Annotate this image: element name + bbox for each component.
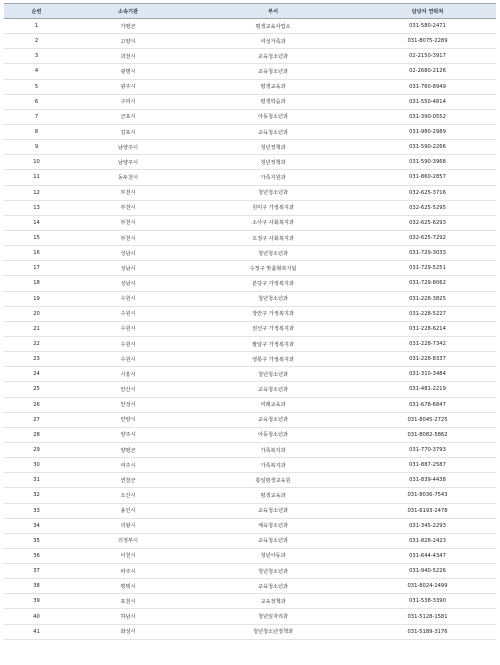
table-row [4,170,496,185]
cell-department: 교육청소년과 [187,49,359,64]
table-row [4,609,496,624]
table-row [4,155,496,170]
cell-organization: 안산시 [69,382,187,397]
table-row [4,246,496,261]
cell-organization: 수원시 [69,306,187,321]
cell-organization: 파주시 [69,564,187,579]
cell-department: 장안구 가정복지과 [187,306,359,321]
cell-number: 29 [4,442,69,457]
cell-department: 소사구 사회복지과 [187,215,359,230]
cell-contact: 031-940-5226 [359,564,496,579]
cell-contact: 031-887-2587 [359,458,496,473]
cell-department: 수정구 맞춤형복지팀 [187,261,359,276]
cell-contact: 031-8045-2725 [359,412,496,427]
cell-contact: 02-2150-3917 [359,49,496,64]
table-row [4,64,496,79]
cell-contact: 031-860-2857 [359,170,496,185]
cell-organization: 성남시 [69,276,187,291]
cell-number: 23 [4,352,69,367]
cell-contact: 031-729-5251 [359,261,496,276]
cell-contact: 032-625-7292 [359,230,496,245]
table-header [4,4,496,19]
cell-organization: 하남시 [69,609,187,624]
cell-organization: 남양주시 [69,155,187,170]
cell-contact: 031-644-4347 [359,548,496,563]
cell-organization: 의정부시 [69,533,187,548]
table-row [4,442,496,457]
cell-contact: 031-345-2293 [359,518,496,533]
cell-department: 체육청소년과 [187,518,359,533]
cell-organization: 안양시 [69,412,187,427]
cell-department: 청년정책과 [187,155,359,170]
table-row [4,564,496,579]
cell-organization: 광명시 [69,64,187,79]
cell-number: 4 [4,64,69,79]
table-row [4,518,496,533]
cell-number: 18 [4,276,69,291]
cell-department: 청년청소년과 [187,185,359,200]
cell-contact: 031-839-4438 [359,473,496,488]
table-row [4,594,496,609]
cell-number: 15 [4,230,69,245]
table-row [4,34,496,49]
cell-department: 가족지원과 [187,170,359,185]
cell-number: 19 [4,291,69,306]
cell-contact: 032-625-6293 [359,215,496,230]
cell-organization: 부천시 [69,215,187,230]
table-row [4,367,496,382]
cell-department: 아동청소년과 [187,109,359,124]
cell-organization: 수원시 [69,291,187,306]
cell-number: 13 [4,200,69,215]
cell-number: 30 [4,458,69,473]
table-row [4,109,496,124]
cell-number: 10 [4,155,69,170]
cell-contact: 031-590-3968 [359,155,496,170]
cell-number: 3 [4,49,69,64]
cell-number: 11 [4,170,69,185]
cell-number: 2 [4,34,69,49]
table-row [4,427,496,442]
cell-number: 14 [4,215,69,230]
cell-organization: 수원시 [69,336,187,351]
cell-contact: 031-590-2266 [359,140,496,155]
cell-number: 12 [4,185,69,200]
cell-number: 24 [4,367,69,382]
cell-number: 8 [4,124,69,139]
cell-department: 분당구 가정복지과 [187,276,359,291]
table-row [4,94,496,109]
cell-department: 여성가족과 [187,34,359,49]
cell-number: 35 [4,533,69,548]
table-row [4,336,496,351]
cell-contact: 031-481-2219 [359,382,496,397]
cell-organization: 부천시 [69,200,187,215]
table-row [4,503,496,518]
cell-number: 5 [4,79,69,94]
table-row [4,382,496,397]
cell-department: 팔달구 가정복지과 [187,336,359,351]
table-row [4,230,496,245]
cell-department: 청년청소년과 [187,291,359,306]
cell-number: 26 [4,397,69,412]
table-body [4,19,496,640]
cell-department: 청년청소년과 [187,246,359,261]
cell-department: 영통구 가정복지과 [187,352,359,367]
cell-department: 교육청소년과 [187,533,359,548]
table-row [4,397,496,412]
cell-number: 9 [4,140,69,155]
cell-organization: 의왕시 [69,518,187,533]
cell-contact: 031-8024-2499 [359,579,496,594]
table-row [4,579,496,594]
cell-department: 교육정책과 [187,594,359,609]
cell-organization: 수원시 [69,321,187,336]
cell-contact: 031-550-4814 [359,94,496,109]
cell-organization: 성남시 [69,246,187,261]
cell-department: 평생교육과 [187,79,359,94]
cell-department: 아동청소년과 [187,427,359,442]
cell-organization: 구리시 [69,94,187,109]
cell-organization: 포천시 [69,594,187,609]
cell-organization: 성남시 [69,261,187,276]
cell-department: 가족복지과 [187,442,359,457]
cell-contact: 032-625-3716 [359,185,496,200]
cell-department: 교육청소년과 [187,412,359,427]
cell-number: 39 [4,594,69,609]
table-row [4,215,496,230]
cell-organization: 이천시 [69,548,187,563]
header-contact: 담당자 연락처 [359,4,496,19]
cell-contact: 031-678-6847 [359,397,496,412]
cell-contact: 031-729-3033 [359,246,496,261]
cell-number: 31 [4,473,69,488]
cell-organization: 오산시 [69,488,187,503]
cell-contact: 031-980-2989 [359,124,496,139]
table-row [4,458,496,473]
cell-contact: 031-228-7342 [359,336,496,351]
cell-department: 평생교육사업소 [187,19,359,34]
cell-contact: 032-625-5295 [359,200,496,215]
cell-contact: 031-770-3793 [359,442,496,457]
table-row [4,548,496,563]
cell-department: 청년아동과 [187,548,359,563]
cell-department: 교육청소년과 [187,64,359,79]
cell-organization: 여주시 [69,458,187,473]
cell-contact: 031-580-2471 [359,19,496,34]
table-row [4,624,496,639]
cell-department: 교육청소년과 [187,579,359,594]
cell-organization: 화성시 [69,624,187,639]
cell-contact: 031-729-8062 [359,276,496,291]
table-row [4,261,496,276]
cell-organization: 연천군 [69,473,187,488]
cell-number: 36 [4,548,69,563]
table-row [4,79,496,94]
cell-number: 6 [4,94,69,109]
table-row [4,124,496,139]
table-row [4,306,496,321]
cell-department: 오정구 사회복지과 [187,230,359,245]
cell-organization: 양평군 [69,442,187,457]
cell-contact: 031-228-5227 [359,306,496,321]
cell-contact: 031-6193-2478 [359,503,496,518]
cell-contact: 031-8036-7543 [359,488,496,503]
contact-table [4,3,496,640]
cell-department: 청년일자리과 [187,609,359,624]
cell-department: 평생교육과 [187,488,359,503]
cell-contact: 031-828-2423 [359,533,496,548]
cell-number: 17 [4,261,69,276]
cell-department: 평생학습과 [187,94,359,109]
table-row [4,352,496,367]
cell-number: 41 [4,624,69,639]
cell-number: 21 [4,321,69,336]
cell-organization: 광주시 [69,79,187,94]
cell-number: 32 [4,488,69,503]
cell-organization: 평택시 [69,579,187,594]
cell-number: 33 [4,503,69,518]
cell-number: 22 [4,336,69,351]
cell-number: 34 [4,518,69,533]
cell-contact: 031-8082-5862 [359,427,496,442]
table-row [4,49,496,64]
table-row [4,185,496,200]
cell-number: 28 [4,427,69,442]
cell-contact: 031-538-3390 [359,594,496,609]
cell-contact: 031-5128-1581 [359,609,496,624]
cell-department: 청년정책과 [187,140,359,155]
table-row [4,488,496,503]
cell-number: 37 [4,564,69,579]
header-number: 순번 [4,4,69,19]
table-row [4,276,496,291]
cell-number: 1 [4,19,69,34]
cell-organization: 김포시 [69,124,187,139]
cell-contact: 031-390-0552 [359,109,496,124]
cell-department: 가족복지과 [187,458,359,473]
cell-number: 25 [4,382,69,397]
cell-number: 16 [4,246,69,261]
cell-department: 교육청소년과 [187,124,359,139]
cell-organization: 과천시 [69,49,187,64]
cell-contact: 02-2680-2126 [359,64,496,79]
table-row [4,19,496,34]
cell-department: 청년청소년정책과 [187,624,359,639]
cell-department: 교육청소년과 [187,382,359,397]
cell-organization: 고양시 [69,34,187,49]
header-department: 부서 [187,4,359,19]
table-row [4,412,496,427]
cell-number: 40 [4,609,69,624]
cell-contact: 031-228-3825 [359,291,496,306]
cell-department: 통일평생교육원 [187,473,359,488]
cell-contact: 031-310-3484 [359,367,496,382]
cell-organization: 수원시 [69,352,187,367]
cell-contact: 031-5189-3176 [359,624,496,639]
table-row [4,473,496,488]
cell-contact: 031-760-8949 [359,79,496,94]
cell-organization: 남양주시 [69,140,187,155]
cell-organization: 부천시 [69,230,187,245]
table-row [4,533,496,548]
table-row [4,140,496,155]
cell-organization: 군포시 [69,109,187,124]
table-row [4,291,496,306]
cell-department: 미래교육과 [187,397,359,412]
cell-organization: 양주시 [69,427,187,442]
table-row [4,321,496,336]
cell-organization: 용인시 [69,503,187,518]
cell-number: 27 [4,412,69,427]
header-row [4,4,496,19]
cell-number: 20 [4,306,69,321]
cell-organization: 동두천시 [69,170,187,185]
cell-department: 원미구 가정복지과 [187,200,359,215]
cell-organization: 가평군 [69,19,187,34]
cell-contact: 031-228-6214 [359,321,496,336]
cell-department: 교육청소년과 [187,503,359,518]
cell-organization: 안성시 [69,397,187,412]
cell-number: 38 [4,579,69,594]
table-row [4,200,496,215]
cell-organization: 부천시 [69,185,187,200]
cell-contact: 031-228-8337 [359,352,496,367]
cell-number: 7 [4,109,69,124]
cell-department: 청년청소년과 [187,564,359,579]
header-organization: 소속기관 [69,4,187,19]
cell-department: 권선구 가정복지과 [187,321,359,336]
cell-contact: 031-8075-2289 [359,34,496,49]
cell-department: 청년청소년과 [187,367,359,382]
cell-organization: 시흥시 [69,367,187,382]
